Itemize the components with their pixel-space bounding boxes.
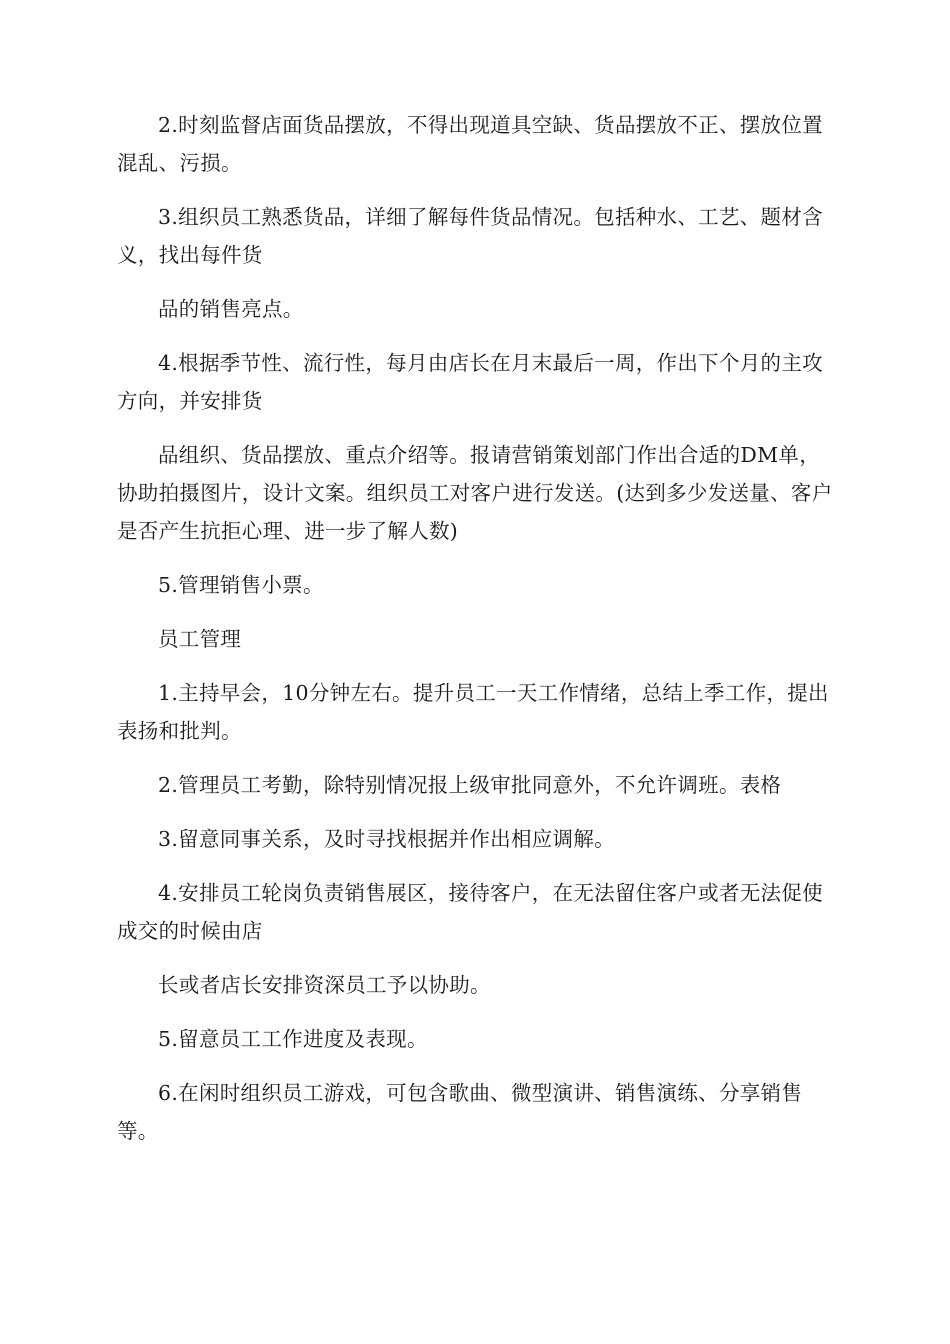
paragraph-item-4-monthly-plan: 4.根据季节性、流行性，每月由店长在月末最后一周，作出下个月的主攻方向，并安排货	[117, 351, 823, 413]
paragraph-staff-1-morning-meeting: 1.主持早会，10分钟左右。提升员工一天工作情绪，总结上季工作，提出表扬和批判。	[117, 681, 829, 743]
paragraph-staff-2-attendance: 2.管理员工考勤，除特别情况报上级审批同意外，不允许调班。表格	[158, 773, 782, 797]
paragraph-item-5-receipts: 5.管理销售小票。	[158, 573, 324, 597]
paragraph-staff-4-rotation: 4.安排员工轮岗负责销售展区，接待客户，在无法留住客户或者无法促使成交的时候由店	[117, 881, 823, 943]
paragraph-staff-5-progress: 5.留意员工工作进度及表现。	[158, 1027, 428, 1051]
paragraph-item-3-familiarize: 3.组织员工熟悉货品，详细了解每件货品情况。包括种水、工艺、题材含义，找出每件货	[117, 205, 823, 267]
paragraph-item-4-continued: 品组织、货品摆放、重点介绍等。报请营销策划部门作出合适的DM单，协助拍摄图片，设计文案。组织员工对客户进行发送。(达到多少发送量、客户是否产生抗拒心理、进一步了解人数)	[117, 443, 833, 543]
section-heading-staff-management: 员工管理	[158, 627, 242, 651]
paragraph-staff-6-games: 6.在闲时组织员工游戏，可包含歌曲、微型演讲、销售演练、分享销售等。	[117, 1081, 803, 1143]
paragraph-staff-3-relations: 3.留意同事关系，及时寻找根据并作出相应调解。	[158, 827, 615, 851]
paragraph-staff-4-continued: 长或者店长安排资深员工予以协助。	[158, 973, 491, 997]
paragraph-item-2-display: 2.时刻监督店面货品摆放，不得出现道具空缺、货品摆放不正、摆放位置混乱、污损。	[117, 113, 823, 175]
paragraph-item-3-continued: 品的销售亮点。	[158, 297, 304, 321]
document-page	[117, 106, 835, 1166]
